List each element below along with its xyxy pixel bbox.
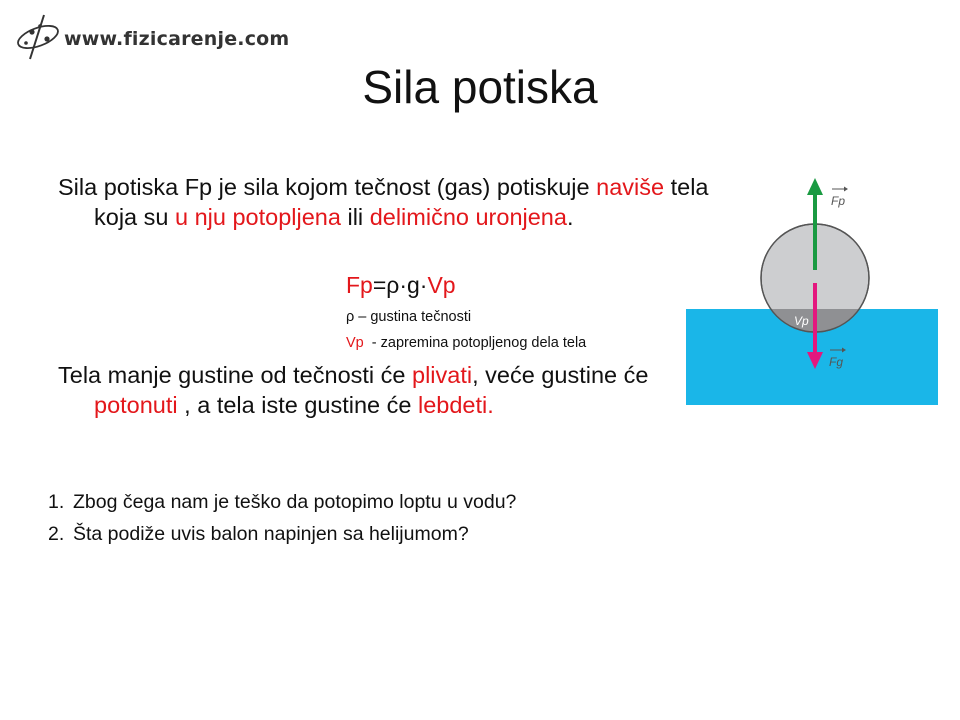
question-list <box>48 486 516 550</box>
logo-text: www.fizicarenje.com <box>64 28 290 50</box>
highlight-float: plivati <box>412 362 473 388</box>
question-text: Šta podiže uvis balon napinjen sa helijumom? <box>73 523 469 545</box>
text-segment: Sila potiska Fp je sila kojom tečnost (gas) potiskuje <box>58 174 597 200</box>
fp-label: Fp <box>831 194 846 208</box>
text-segment: , a tela iste gustine će <box>177 392 418 418</box>
buoyancy-formula <box>346 272 456 299</box>
formula-fp: Fp <box>346 272 373 298</box>
atom-logo-icon <box>14 12 62 62</box>
vp-label: Vp <box>794 314 809 328</box>
paragraph-buoyancy-definition <box>58 172 714 232</box>
text-segment: , veće gustine će <box>472 362 649 388</box>
paragraph-density <box>58 360 714 420</box>
list-item <box>48 486 516 518</box>
highlight-submerged: u nju potopljena <box>175 204 341 230</box>
highlight-upward: naviše <box>596 174 665 200</box>
question-number: 1. <box>48 491 65 513</box>
text-segment: Tela manje gustine od tečnosti će <box>58 362 413 388</box>
text-segment: tela koja su <box>94 174 709 230</box>
text-segment: ili <box>340 204 370 230</box>
formula-eq: =ρ·g· <box>372 272 428 298</box>
list-item <box>48 518 516 550</box>
text-segment: . <box>566 204 574 230</box>
highlight-partially: delimično uronjena <box>369 204 567 230</box>
fg-label: Fg <box>829 355 844 369</box>
formula-vp: Vp <box>427 272 456 298</box>
definition-vp-text: - zapremina potopljenog dela tela <box>363 335 587 351</box>
definition-rho: ρ – gustina tečnosti <box>346 309 472 325</box>
buoyancy-diagram <box>686 165 938 407</box>
highlight-hover: lebdeti <box>418 392 488 418</box>
question-text: Zbog čega nam je teško da potopimo loptu u vodu? <box>73 491 517 513</box>
question-number: 2. <box>48 523 65 545</box>
definition-vp-label: Vp <box>346 335 364 351</box>
logo <box>14 12 289 62</box>
highlight-sink: potonuti <box>94 392 178 418</box>
fp-arrowhead <box>807 178 823 195</box>
definition-vp <box>346 335 586 351</box>
slide-title: Sila potiska <box>362 61 598 113</box>
text-segment: . <box>487 392 494 418</box>
